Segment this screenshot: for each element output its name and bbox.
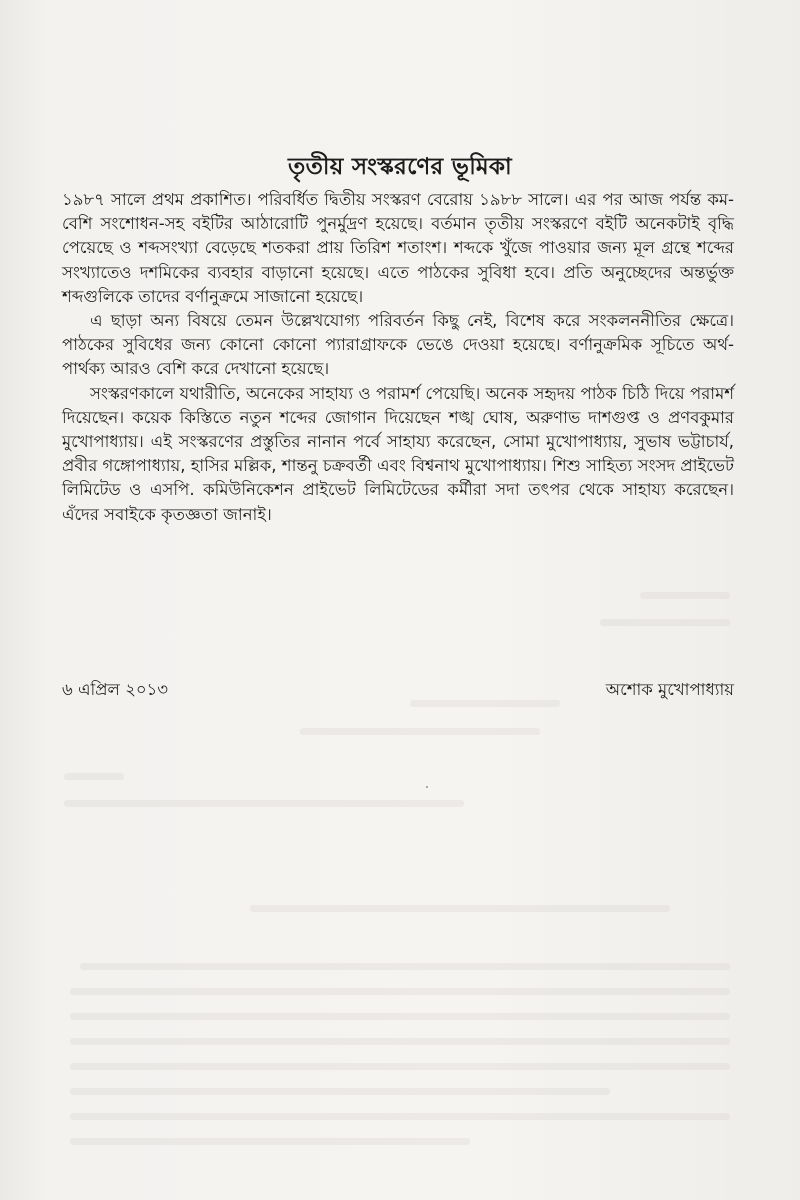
preface-date: ৬ এপ্রিল ২০১৩ (62, 680, 168, 699)
dust-speck (426, 786, 428, 788)
paragraph-1: ১৯৮৭ সালে প্রথম প্রকাশিত। পরিবর্ধিত দ্বিতীয় সংস্করণ বেরোয় ১৯৮৮ সালে। এর পর আজ পর্যন্ত কম-বেশি সংশোধন-সহ বইটির আঠারোটি পুনর্মুদ্রণ হয়েছে। বর্তমান তৃতীয় সংস্করণে বইটি অনেকটাই বৃদ্ধি পেয়েছে ও শব্দসংখ্যা বেড়েছে শতকরা প্রায় তিরিশ শতাংশ। শব্দকে খুঁজে পাওয়ার জন্য মূল গ্রন্থে শব্দের সংখ্যাতেও দশমিকের ব্যবহার বাড়ানো হয়েছে। এতে পাঠকের সুবিধা হবে। প্রতি অনুচ্ছেদের অন্তর্ভুক্ত শব্দগুলিকে তাদের বর্ণানুক্রমে সাজানো হয়েছে। (62, 190, 734, 306)
preface-body (62, 188, 734, 527)
signature-row (62, 677, 734, 704)
page-title: তৃতীয় সংস্করণের ভূমিকা (288, 154, 512, 181)
paragraph-3: সংস্করণকালে যথারীতি, অনেকের সাহায্য ও পরামর্শ পেয়েছি। অনেক সহৃদয় পাঠক চিঠি দিয়ে পরামর্শ দিয়েছেন। কয়েক কিস্তিতে নতুন শব্দের জোগান দিয়েছেন শঙ্খ ঘোষ, অরুণাভ দাশগুপ্ত ও প্রণবকুমার মুখোপাধ্যায়। এই সংস্করণের প্রস্তুতির নানান পর্বে সাহায্য করেছেন, সোমা মুখোপাধ্যায়, সুভাষ ভট্টাচার্য, প্রবীর গঙ্গোপাধ্যায়, হাসির মল্লিক, শান্তনু চক্রবর্তী এবং বিশ্বনাথ মুখোপাধ্যায়। শিশু সাহিত্য সংসদ প্রাইভেট লিমিটেড ও এসপি. কমিউনিকেশন প্রাইভেট লিমিটেডের কর্মীরা সদা তৎপর থেকে সাহায্য করেছেন। এঁদের সবাইকে কৃতজ্ঞতা জানাই। (62, 383, 734, 524)
paragraph-2: এ ছাড়া অন্য বিষয়ে তেমন উল্লেখযোগ্য পরিবর্তন কিছু নেই, বিশেষ করে সংকলননীতির ক্ষেত্রে। পাঠকের সুবিধের জন্য কোনো কোনো প্যারাগ্রাফকে ভেঙে দেওয়া হয়েছে। বর্ণানুক্রমিক সূচিতে অর্থ-পার্থক্য আরও বেশি করে দেখানো হয়েছে। (62, 311, 734, 379)
preface-author: অশোক মুখোপাধ্যায় (605, 680, 734, 699)
